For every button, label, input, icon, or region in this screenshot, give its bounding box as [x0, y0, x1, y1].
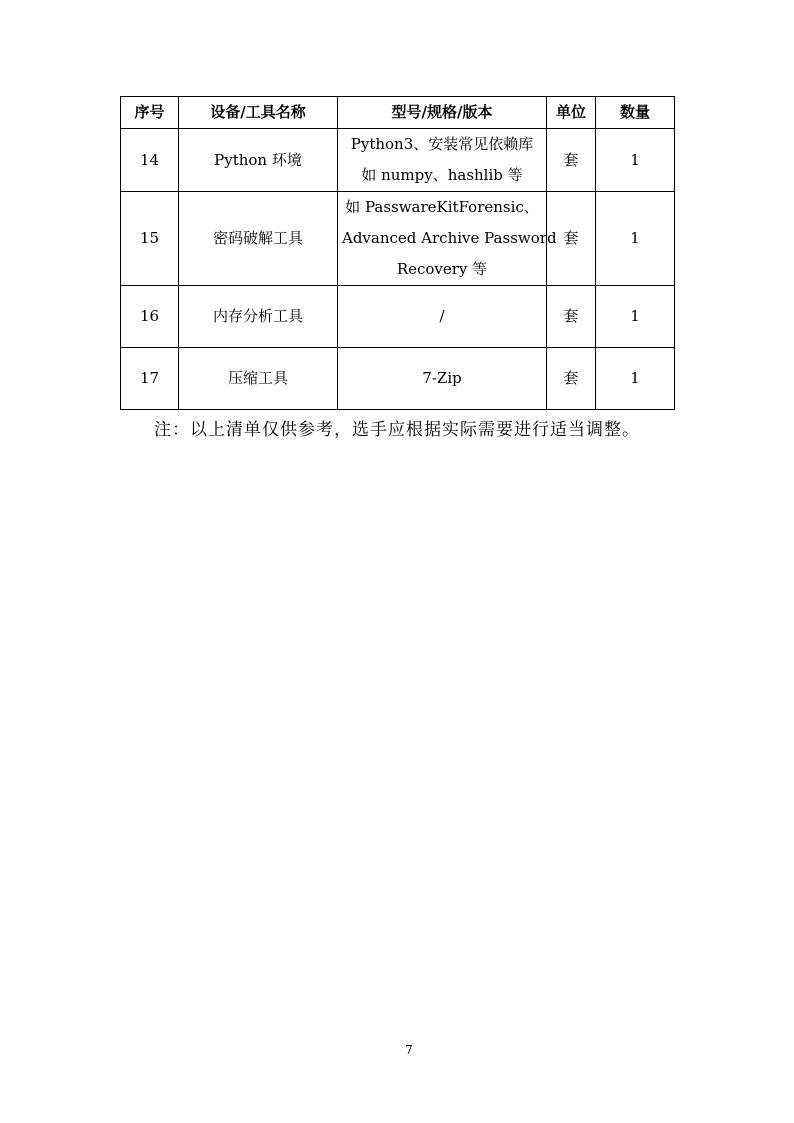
cell-quantity: 1 [596, 129, 675, 192]
spec-line: 如 PasswareKitForensic、 [345, 198, 539, 216]
cell-unit: 套 [547, 129, 596, 192]
cell-unit: 套 [547, 192, 596, 286]
cell-index: 14 [121, 129, 179, 192]
cell-name: 压缩工具 [179, 348, 338, 410]
header-unit: 单位 [547, 97, 596, 129]
cell-unit: 套 [547, 348, 596, 410]
table-row [121, 348, 675, 410]
header-index: 序号 [121, 97, 179, 129]
equipment-table [120, 96, 675, 410]
table-note: 注：以上清单仅供参考，选手应根据实际需要进行适当调整。 [154, 420, 640, 440]
page-number: 7 [405, 1043, 413, 1057]
cell-quantity: 1 [596, 348, 675, 410]
cell-unit: 套 [547, 286, 596, 348]
cell-name: 密码破解工具 [179, 192, 338, 286]
cell-index: 17 [121, 348, 179, 410]
spec-line: 如 numpy、hashlib 等 [361, 166, 523, 184]
cell-name: 内存分析工具 [179, 286, 338, 348]
cell-index: 16 [121, 286, 179, 348]
table-header-row [121, 97, 675, 129]
header-name: 设备/工具名称 [179, 97, 338, 129]
table-row [121, 129, 675, 192]
table-row [121, 192, 675, 286]
spec-line: / [439, 307, 445, 325]
header-spec: 型号/规格/版本 [338, 97, 547, 129]
cell-spec [338, 192, 557, 286]
cell-quantity: 1 [596, 192, 675, 286]
spec-line: Advanced Archive Password [342, 229, 557, 247]
cell-index: 15 [121, 192, 179, 286]
table-row [121, 286, 675, 348]
cell-spec [338, 129, 547, 192]
spec-line: 7-Zip [422, 369, 462, 387]
cell-quantity: 1 [596, 286, 675, 348]
header-quantity: 数量 [596, 97, 675, 129]
cell-name: Python 环境 [179, 129, 338, 192]
cell-spec [338, 286, 547, 348]
spec-line: Recovery 等 [396, 260, 488, 278]
cell-spec [338, 348, 547, 410]
spec-line: Python3、安装常见依赖库 [350, 135, 534, 153]
